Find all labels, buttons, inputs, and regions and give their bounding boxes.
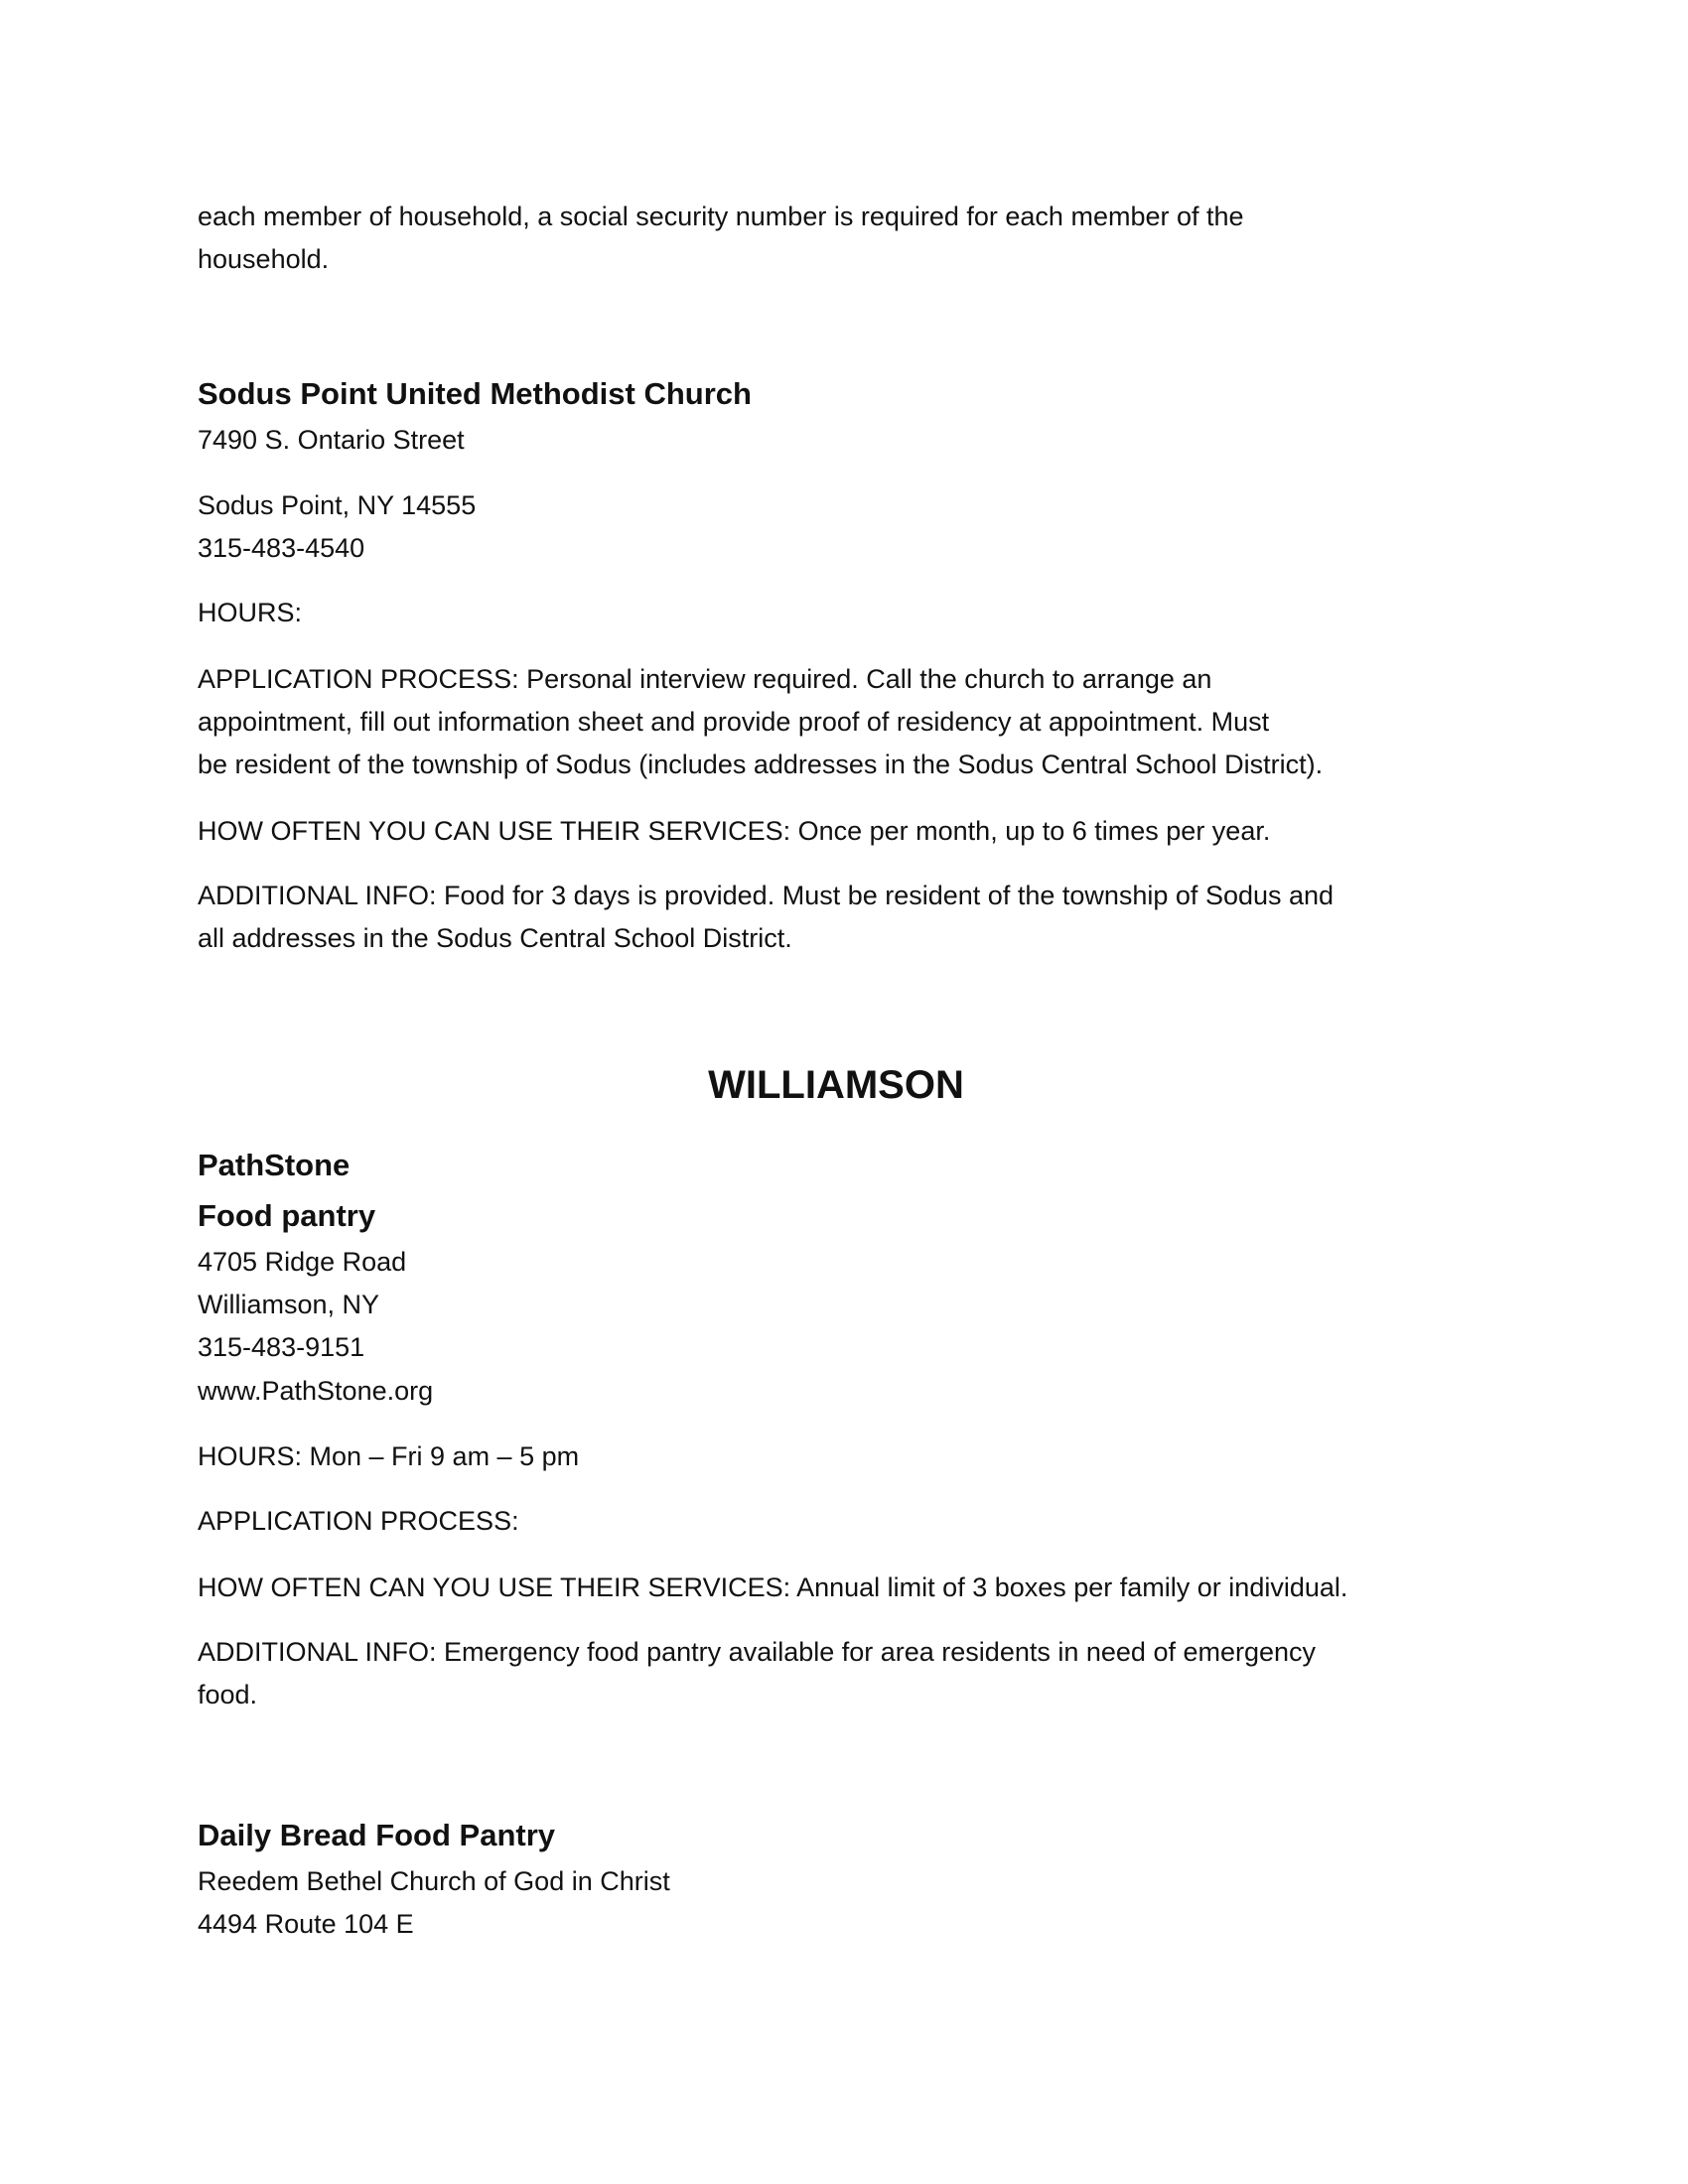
address-line: Sodus Point, NY 14555 [198,490,477,520]
hours: HOURS: Mon – Fri 9 am – 5 pm [198,1441,580,1471]
address-line: 4494 Route 104 E [198,1909,414,1939]
address-line: Reedem Bethel Church of God in Christ [198,1866,670,1896]
application-process: APPLICATION PROCESS: [198,1506,519,1536]
listing-title: PathStone [198,1148,351,1182]
phone: 315-483-4540 [198,533,365,563]
additional-info: ADDITIONAL INFO: Emergency food pantry available for area residents in need of emergency [198,1637,1317,1667]
application-process: appointment, fill out information sheet and provide proof of residency at appointment. Must [198,707,1270,737]
text-line: household. [198,244,330,274]
application-process: be resident of the township of Sodus (includes addresses in the Sodus Central School District). [198,750,1324,779]
hours: HOURS: [198,598,303,627]
how-often: HOW OFTEN CAN YOU USE THEIR SERVICES: Annual limit of 3 boxes per family or individual. [198,1572,1348,1602]
section-title: WILLIAMSON [708,1063,964,1107]
application-process: APPLICATION PROCESS: Personal interview required. Call the church to arrange an [198,664,1212,694]
address-line: 4705 Ridge Road [198,1247,407,1277]
text-line: each member of household, a social security number is required for each member of the [198,202,1244,231]
phone: 315-483-9151 [198,1332,365,1362]
website-link[interactable]: www.PathStone.org [198,1376,434,1406]
additional-info: all addresses in the Sodus Central School District. [198,923,792,953]
how-often: HOW OFTEN YOU CAN USE THEIR SERVICES: Once per month, up to 6 times per year. [198,816,1271,846]
address-line: 7490 S. Ontario Street [198,425,465,455]
additional-info: food. [198,1680,258,1709]
listing-title: Daily Bread Food Pantry [198,1818,556,1852]
listing-subtitle: Food pantry [198,1198,376,1233]
additional-info: ADDITIONAL INFO: Food for 3 days is provided. Must be resident of the township of Sodus and [198,881,1335,910]
listing-title: Sodus Point United Methodist Church [198,376,752,411]
address-line: Williamson, NY [198,1290,380,1319]
